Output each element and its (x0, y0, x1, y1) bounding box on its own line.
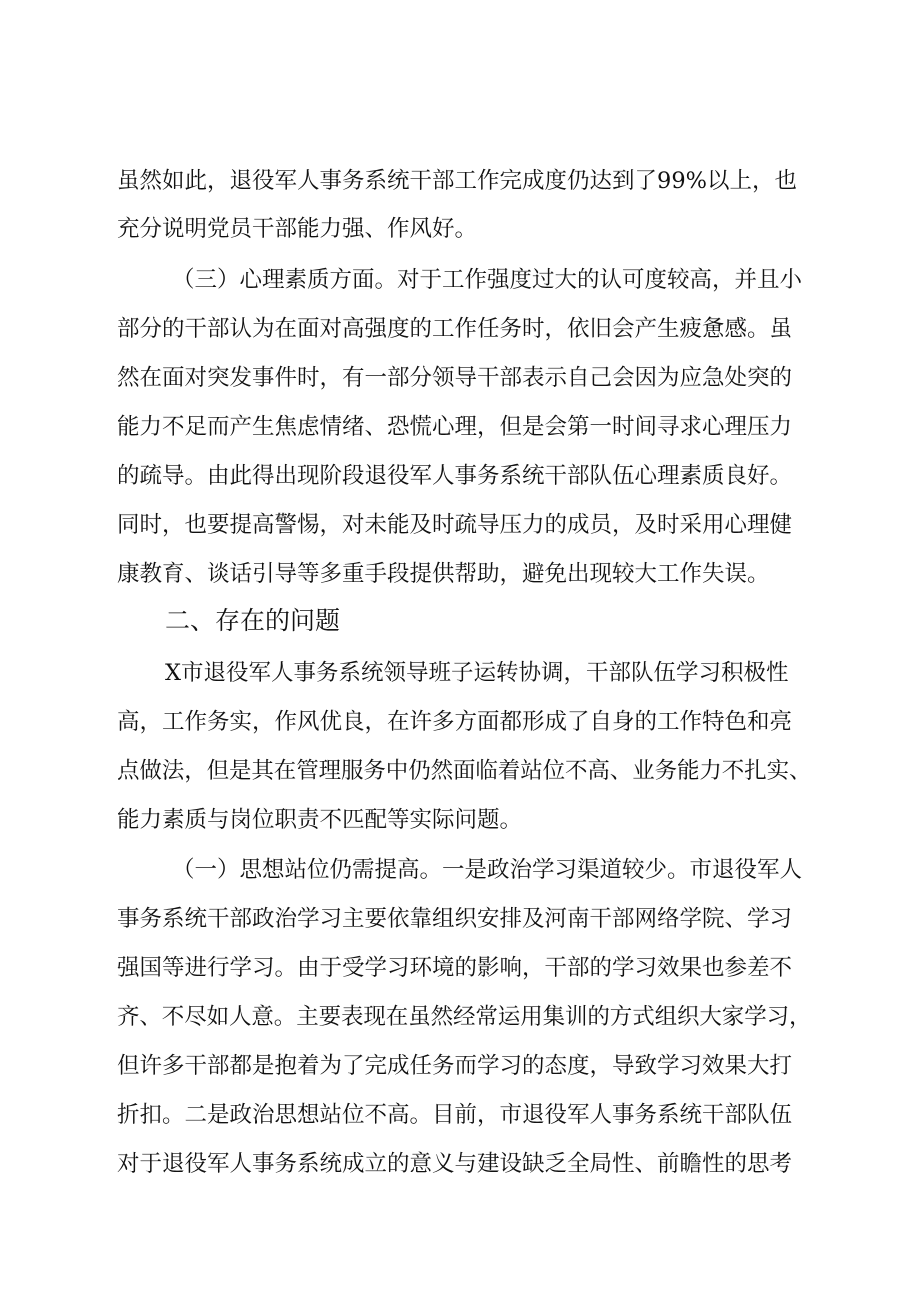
paragraph-line: 高，工作务实，作风优良，在许多方面都形成了自身的工作特色和亮 (117, 709, 793, 735)
paragraph-line: 能力素质与岗位职责不匹配等实际问题。 (117, 807, 523, 833)
paragraph-line: 虽然如此，退役军人事务系统干部工作完成度仍达到了99%以上，也 (117, 168, 798, 194)
section-heading: 二、存在的问题 (165, 606, 341, 635)
paragraph-line: 但许多干部都是抱着为了完成任务而学习的态度，导致学习效果大打 (117, 1053, 793, 1079)
paragraph-line: 对于退役军人事务系统成立的意义与建设缺乏全局性、前瞻性的思考 (117, 1151, 793, 1177)
paragraph-line: 充分说明党员干部能力强、作风好。 (117, 216, 478, 242)
paragraph-line: 的疏导。由此得出现阶段退役军人事务系统干部队伍心理素质良好。 (117, 463, 793, 489)
paragraph-line: 强国等进行学习。由于受学习环境的影响，干部的学习效果也参差不 (117, 955, 793, 981)
paragraph-line: 然在面对突发事件时，有一部分领导干部表示自己会因为应急处突的 (117, 365, 793, 391)
paragraph-line: 折扣。二是政治思想站位不高。目前，市退役军人事务系统干部队伍 (117, 1102, 793, 1128)
paragraph-line: 康教育、谈话引导等多重手段提供帮助，避免出现较大工作失误。 (117, 561, 770, 587)
paragraph-line: 点做法，但是其在管理服务中仍然面临着站位不高、业务能力不扎实、 (117, 758, 812, 784)
paragraph-line: 能力不足而产生焦虑情绪、恐慌心理，但是会第一时间寻求心理压力 (117, 414, 793, 440)
paragraph-line: （三）心理素质方面。对于工作强度过大的认可度较高，并且小 (172, 267, 803, 293)
paragraph-line: 同时，也要提高警惕，对未能及时疏导压力的成员，及时采用心理健 (117, 512, 793, 538)
paragraph-line: 事务系统干部政治学习主要依靠组织安排及河南干部网络学院、学习 (117, 906, 793, 932)
paragraph-line: 齐、不尽如人意。主要表现在虽然经常运用集训的方式组织大家学习， (117, 1004, 812, 1030)
paragraph-line: （一）思想站位仍需提高。一是政治学习渠道较少。市退役军人 (172, 857, 803, 883)
paragraph-line: 部分的干部认为在面对高强度的工作任务时，依旧会产生疲惫感。虽 (117, 316, 793, 342)
paragraph-line: X市退役军人事务系统领导班子运转协调，干部队伍学习积极性 (165, 660, 789, 686)
